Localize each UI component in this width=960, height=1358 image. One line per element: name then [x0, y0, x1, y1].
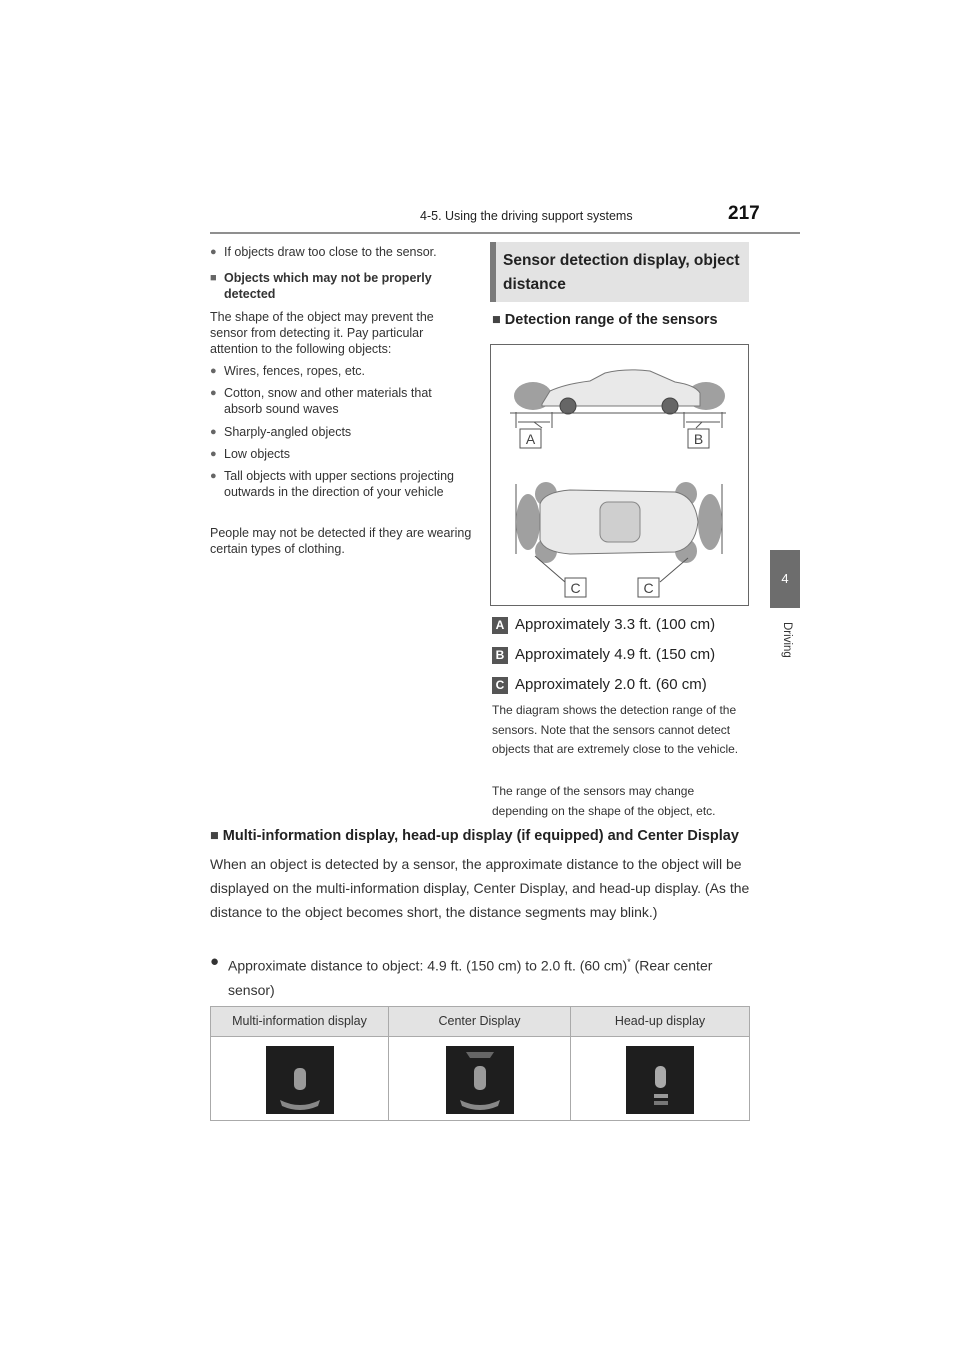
- list-item: [210, 363, 472, 379]
- left-subhead: [210, 270, 472, 302]
- distance-bullet-text: [228, 950, 750, 1002]
- list-item-text: Wires, fences, ropes, etc.: [224, 364, 366, 378]
- distance-b: Approximately 4.9 ft. (150 cm): [515, 646, 716, 663]
- car-icon: [294, 1068, 306, 1090]
- badge-b: B: [492, 647, 508, 664]
- bullet-icon: ●: [210, 953, 220, 970]
- detection-range-diagram: [490, 344, 749, 606]
- distance-c: Approximately 2.0 ft. (60 cm): [515, 676, 707, 693]
- chapter-label-text: Driving: [781, 622, 793, 658]
- bullet-icon: ●: [210, 387, 217, 399]
- rear-wheel: [662, 398, 678, 414]
- hud-screen-image: [626, 1046, 694, 1114]
- table-header-mid: Multi-information display: [211, 1007, 389, 1036]
- chapter-label: [767, 622, 803, 682]
- display-table: [210, 1006, 750, 1121]
- list-item-text: Tall objects with upper sections projecting outwards in the direction of your vehicle: [224, 469, 454, 499]
- bullet-icon: ●: [210, 365, 217, 377]
- label-a: A: [525, 431, 536, 447]
- left-closing: People may not be detected if they are wearing certain types of clothing.: [210, 526, 472, 556]
- center-screen-image: [446, 1046, 514, 1114]
- car-roof: [600, 502, 640, 542]
- distance-segment: [654, 1094, 668, 1098]
- table-header-hud: Head-up display: [571, 1007, 749, 1036]
- square-icon: ■: [210, 828, 219, 844]
- distance-segment: [654, 1101, 668, 1105]
- detection-subhead: [492, 312, 718, 328]
- label-c1: C: [570, 580, 581, 596]
- display-subhead-text: Multi-information display, head-up display (if equipped) and Center Display: [222, 828, 739, 844]
- bullet-text: If objects draw too close to the sensor.: [224, 245, 437, 259]
- section-heading-bar: [490, 242, 496, 302]
- square-icon: ■: [210, 272, 217, 284]
- square-icon: ■: [492, 312, 501, 328]
- chapter-tab[interactable]: [770, 550, 800, 608]
- header-rule: [210, 232, 800, 234]
- left-intro: The shape of the object may prevent the sensor from detecting it. Pay particular attention to the following objects:: [210, 310, 434, 356]
- list-item: [210, 424, 472, 440]
- distance-bullet-tail: (Rear center sensor): [228, 957, 713, 998]
- front-segment: [466, 1052, 494, 1058]
- chapter-number: 4: [781, 571, 789, 586]
- front-wheel: [560, 398, 576, 414]
- list-item: [210, 446, 472, 462]
- display-subhead: [210, 828, 739, 844]
- top-view-car: [516, 482, 722, 563]
- diagram-note-2: The range of the sensors may change depending on the shape of the object, etc.: [492, 784, 716, 818]
- list-item-text: Cotton, snow and other materials that absorb sound waves: [224, 386, 432, 416]
- page-number: 217: [728, 203, 760, 224]
- table-cell-center: [389, 1037, 571, 1121]
- section-title: Sensor detection display, object distance: [503, 252, 740, 293]
- bullet-icon: ●: [210, 470, 217, 482]
- table-cell-hud: [571, 1037, 749, 1121]
- bullet-icon: ●: [210, 448, 217, 460]
- car-icon: [655, 1066, 666, 1088]
- diagram-note-1: The diagram shows the detection range of the sensors. Note that the sensors cannot detect objects that are extremely close to the vehicle.: [492, 703, 739, 756]
- running-header: 4-5. Using the driving support systems: [420, 209, 633, 223]
- distance-bullet-main: Approximate distance to object: 4.9 ft. (150 cm) to 2.0 ft. (60 cm): [228, 957, 628, 974]
- display-paragraph: When an object is detected by a sensor, the approximate distance to the object will be displayed on the multi-information display, Center Display, and head-up display. (As the distance to the object becomes short, the distance segments may blink.): [210, 856, 750, 920]
- badge-a: A: [492, 617, 508, 634]
- footnote-marker: *: [627, 957, 631, 967]
- distance-bullet: [210, 950, 750, 1002]
- bullet-item: [210, 244, 472, 260]
- bullet-icon: ●: [210, 246, 217, 258]
- distance-a: Approximately 3.3 ft. (100 cm): [515, 616, 716, 633]
- list-item: [210, 385, 472, 417]
- list-item-text: Low objects: [224, 447, 291, 461]
- label-c2: C: [643, 580, 654, 596]
- left-subhead-text: Objects which may not be properly detected: [224, 271, 432, 301]
- detection-subhead-text: Detection range of the sensors: [504, 312, 718, 328]
- badge-c: C: [492, 677, 508, 694]
- front-center-zone: [516, 494, 540, 550]
- rear-center-zone: [698, 494, 722, 550]
- label-b: B: [693, 431, 704, 447]
- bullet-icon: ●: [210, 426, 217, 438]
- list-item: [210, 468, 472, 500]
- table-cell-mid: [211, 1037, 389, 1121]
- mid-screen-image: [266, 1046, 334, 1114]
- car-icon: [474, 1066, 486, 1090]
- table-header-center: Center Display: [389, 1007, 571, 1036]
- list-item-text: Sharply-angled objects: [224, 425, 352, 439]
